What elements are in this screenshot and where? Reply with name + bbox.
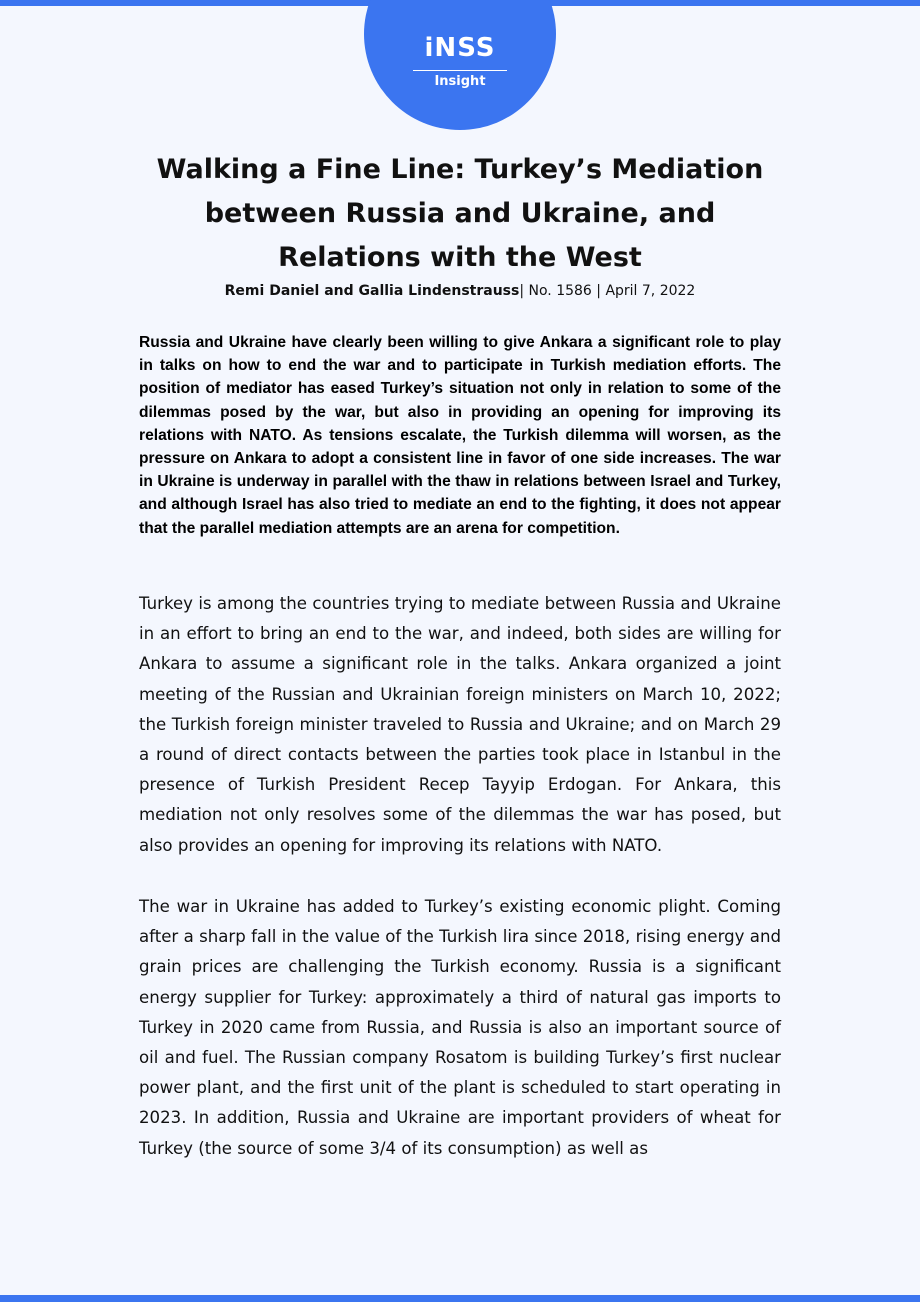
byline <box>140 280 780 302</box>
issue-meta: | No. 1586 | April 7, 2022 <box>519 283 696 299</box>
authors: Remi Daniel and Gallia Lindenstrauss <box>224 283 520 299</box>
abstract: Russia and Ukraine have clearly been willing to give Ankara a significant role to play in talks on how to end the war and to participate in Turkish mediation efforts. The position of mediator has eased Turkey’s situation not only in relation to some of the dilemmas posed by the war, but also in providing an opening for improving its relations with NATO. As tensions escalate, the Turkish dilemma will worsen, as the pressure on Ankara to adopt a consistent line in favor of one side increases. The war in Ukraine is underway in parallel with the thaw in relations between Israel and Turkey, and although Israel has also tried to mediate an end to the fighting, it does not appear that the parallel mediation attempts are an arena for competition. <box>139 334 781 537</box>
body-paragraph: The war in Ukraine has added to Turkey’s existing economic plight. Coming after a sharp fall in the value of the Turkish lira since 2018, rising energy and grain prices are challenging the Turkish economy. Russia is a significant energy supplier for Turkey: approximately a third of natural gas imports to Turkey in 2020 came from Russia, and Russia is also an important source of oil and fuel. The Russian company Rosatom is building Turkey’s first nuclear power plant, and the first unit of the plant is scheduled to start operating in 2023. In addition, Russia and Ukraine are important providers of wheat for Turkey (the source of some 3/4 of its consumption) as well as <box>139 897 781 1158</box>
logo-divider <box>413 70 507 71</box>
logo-subtitle: Insight <box>434 74 486 89</box>
logo-wordmark: iNSS <box>424 33 496 63</box>
bottom-accent-bar <box>0 1295 920 1302</box>
inss-insight-logo <box>364 0 556 130</box>
article-title: Walking a Fine Line: Turkey’s Mediation between Russia and Ukraine, and Relations with the West <box>156 154 764 273</box>
body-paragraph: Turkey is among the countries trying to mediate between Russia and Ukraine in an effort to bring an end to the war, and indeed, both sides are willing for Ankara to assume a significant role in the talks. Ankara organized a joint meeting of the Russian and Ukrainian foreign ministers on March 10, 2022; the Turkish foreign minister traveled to Russia and Ukraine; and on March 29 a round of direct contacts between the parties took place in Istanbul in the presence of Turkish President Recep Tayyip Erdogan. For Ankara, this mediation not only resolves some of the dilemmas the war has posed, but also provides an opening for improving its relations with NATO. <box>139 594 781 855</box>
